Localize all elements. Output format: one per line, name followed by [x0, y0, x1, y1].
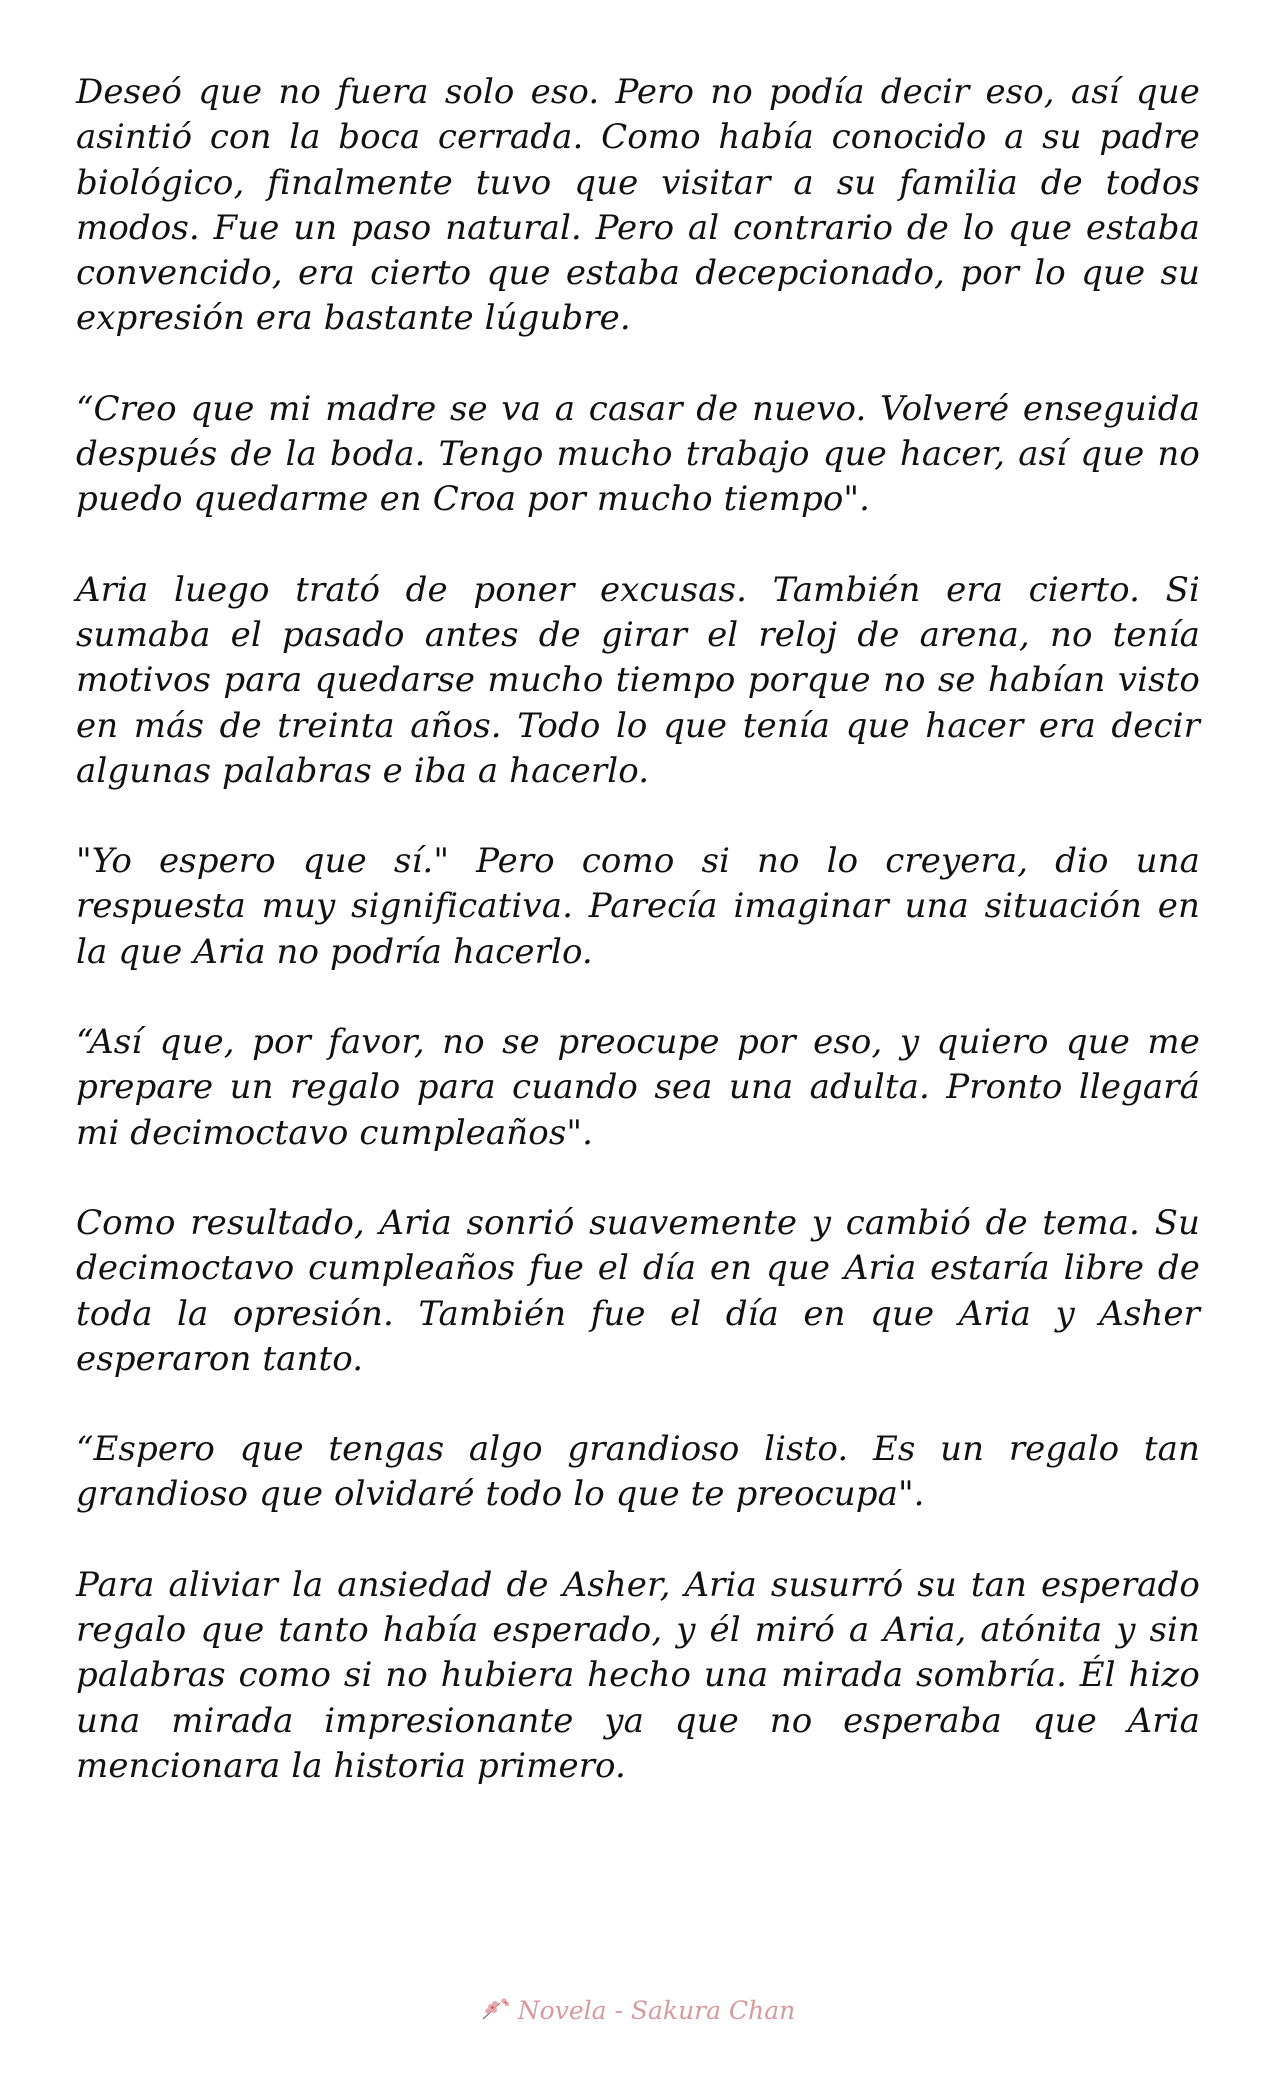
paragraph-5: “Así que, por favor, no se preocupe por eso, y quiero que me prepare un regalo para cuando sea una adulta. Pronto llegará mi decimoctavo cumpleaños".: [76, 1022, 1200, 1153]
paragraph-6: Como resultado, Aria sonrió suavemente y cambió de tema. Su decimoctavo cumpleaños fue el día en que Aria estaría libre de toda la opresión. También fue el día en que Aria y Asher esperaron tanto.: [76, 1202, 1200, 1379]
document-body: [76, 70, 1200, 1834]
footer-text: Novela - Sakura Chan: [517, 1996, 796, 2025]
paragraph-3: Aria luego trató de poner excusas. También era cierto. Si sumaba el pasado antes de girar el reloj de arena, no tenía motivos para quedarse mucho tiempo porque no se habían visto en más de treinta años. Todo lo que tenía que hacer era decir algunas palabras e iba a hacerlo.: [76, 569, 1200, 791]
paragraph-2: “Creo que mi madre se va a casar de nuevo. Volveré enseguida después de la boda. Tengo mucho trabajo que hacer, así que no puedo quedarme en Croa por mucho tiempo".: [76, 388, 1200, 520]
footer-watermark: [0, 1995, 1275, 2025]
paragraph-4: "Yo espero que sí." Pero como si no lo creyera, dio una respuesta muy significativa. Parecía imaginar una situación en la que Aria no podría hacerlo.: [76, 841, 1200, 972]
paragraph-1: Deseó que no fuera solo eso. Pero no podía decir eso, así que asintió con la boca cerrada. Como había conocido a su padre biológico, finalmente tuvo que visitar a su familia de todos modos. Fue un paso natural. Pero al contrario de lo que estaba convencido, era cierto que estaba decepcionado, por lo que su expresión era bastante lúgubre.: [76, 72, 1200, 339]
paragraph-8: Para aliviar la ansiedad de Asher, Aria susurró su tan esperado regalo que tanto había esperado, y él miró a Aria, atónita y sin palabras como si no hubiera hecho una mirada sombría. Él hizo una mirada impresionante ya que no esperaba que Aria mencionara la historia primero.: [76, 1564, 1200, 1786]
paragraph-7: “Espero que tengas algo grandioso listo. Es un regalo tan grandioso que olvidaré todo lo que te preocupa".: [76, 1429, 1200, 1515]
cherry-blossom-icon: [480, 1995, 514, 2023]
